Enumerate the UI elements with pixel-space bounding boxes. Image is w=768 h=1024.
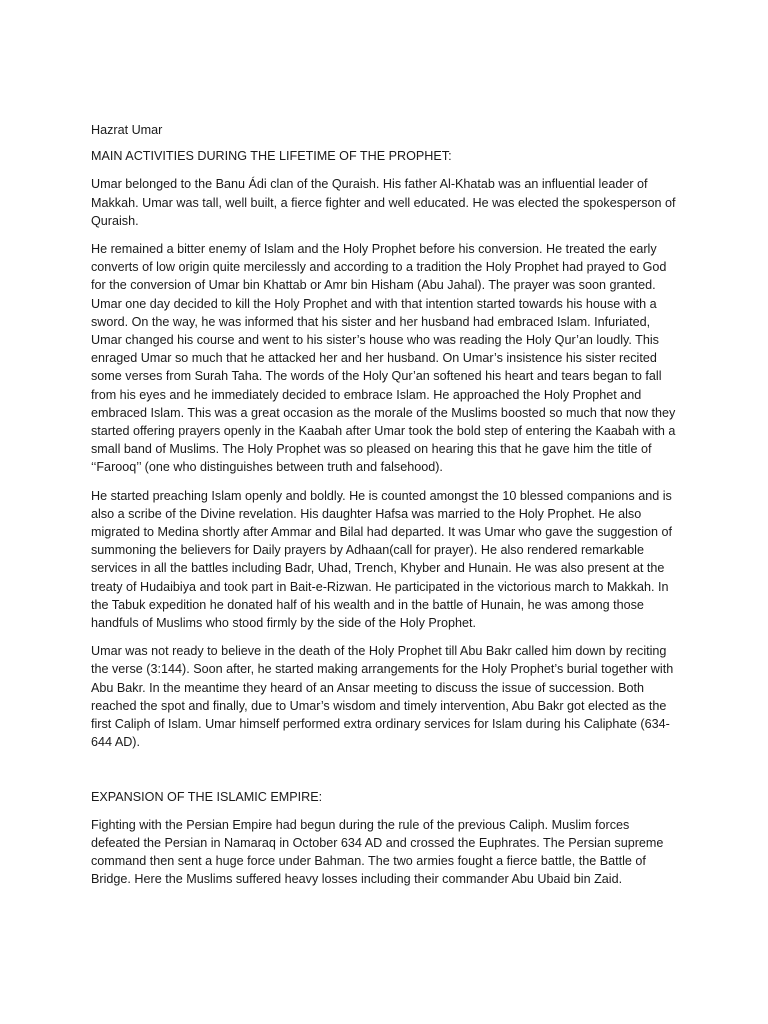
paragraph-persian-fighting: Fighting with the Persian Empire had begun during the rule of the previous Caliph. Muslim forces defeated the Persian in Namaraq in October 634 AD and crossed the Euphrates. The Persian supreme command then sent a huge force under Bahman. The two armies fought a fierce battle, the Battle of Bridge. Here the Muslims suffered heavy losses including their commander Abu Ubaid bin Zaid.	[91, 817, 664, 887]
document-title: Hazrat Umar	[91, 123, 163, 137]
document-body	[91, 121, 681, 899]
paragraph-preaching-services: He started preaching Islam openly and boldly. He is counted amongst the 10 blessed companions and is also a scribe of the Divine revelation. His daughter Hafsa was married to the Holy Prophet. He also migrated to Medina shortly after Ammar and Bilal had departed. It was Umar who gave the suggestion of summoning the believers for Daily prayers by Adhaan(call for prayer). He also rendered remarkable services in all the battles including Badr, Uhad, Trench, Khyber and Hunain. He was also present at the treaty of Hudaibiya and took part in Bait-e-Rizwan. He participated in the victorious march to Makkah. In the Tabuk expedition he donated half of his wealth and in the battle of Hunain, he was among those handfuls of Muslims who stood firmly by the side of the Holy Prophet.	[91, 488, 673, 631]
paragraph-conversion: He remained a bitter enemy of Islam and the Holy Prophet before his conversion. He treated the early converts of low origin quite mercilessly and according to a tradition the Holy Prophet had prayed to God for the conversion of Umar bin Khattab or Amr bin Hisham (Abu Jahal). The prayer was soon granted. Umar one day decided to kill the Holy Prophet and with that intention started towards his house with a sword. On the way, he was informed that his sister and her husband had embraced Islam. Infuriated, Umar changed his course and went to his sister’s house who was reading the Holy Qur’an loudly. This enraged Umar so much that he attacked her and her husband. On Umar’s insistence his sister recited some verses from Surah Taha. The words of the Holy Qur’an softened his heart and tears began to fall from his eyes and he immediately decided to embrace Islam. He approached the Holy Prophet and embraced Islam. This was a great occasion as the morale of the Muslims boosted so much that now they started offering prayers openly in the Kaabah after Umar took the bold step of entering the Kaabah with a small band of Muslims. The Holy Prophet was so pleased on hearing this that he gave him the title of ‘‘Farooq’’ (one who distinguishes between truth and falsehood).	[91, 242, 676, 475]
section-heading-expansion: EXPANSION OF THE ISLAMIC EMPIRE:	[91, 789, 323, 804]
paragraph-family-background: Umar belonged to the Banu Ádi clan of the Quraish. His father Al-Khatab was an influential leader of Makkah. Umar was tall, well built, a fierce fighter and well educated. He was elected the spokesperson of Quraish.	[91, 177, 676, 228]
paragraph-succession: Umar was not ready to believe in the death of the Holy Prophet till Abu Bakr called him down by reciting the verse (3:144). Soon after, he started making arrangements for the Holy Prophet’s burial together with Abu Bakr. In the meantime they heard of an Ansar meeting to discuss the issue of succession. Both reached the spot and finally, due to Umar’s wisdom and timely intervention, Abu Bakr got elected as the first Caliph of Islam. Umar himself performed extra ordinary services for Islam during his Caliphate (634-644 AD).	[91, 644, 674, 750]
section-heading-main-activities: MAIN ACTIVITIES DURING THE LIFETIME OF THE PROPHET:	[91, 149, 452, 164]
